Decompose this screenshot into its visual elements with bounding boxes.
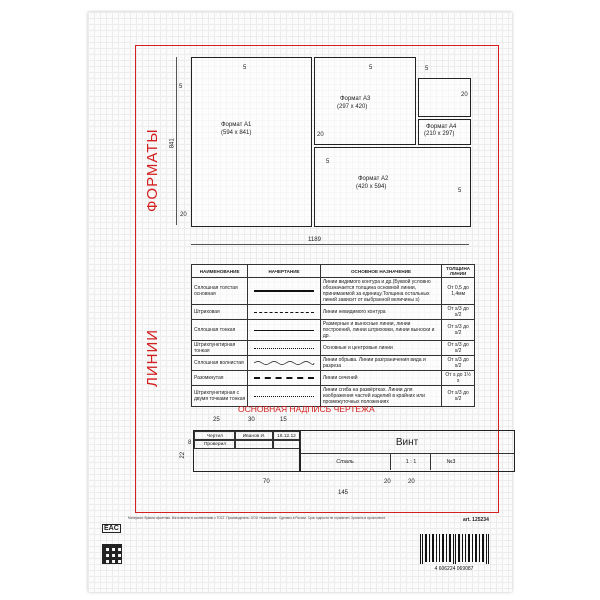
dim-5-a1-top: 5	[243, 65, 247, 71]
row-purpose: Линии обрыва. Линии разграничения вида и разреза	[320, 356, 441, 371]
lines-table	[191, 264, 475, 407]
format-a1-box	[191, 57, 312, 227]
dim-top-15: 15	[280, 417, 287, 423]
format-a1-size: (594 х 841)	[221, 130, 252, 136]
dim-5-a2: 5	[326, 159, 330, 165]
dim-5-a1: 5	[179, 84, 183, 90]
line-sample-dashed	[248, 305, 321, 320]
row-thickness: От s/3 до s/2	[442, 320, 475, 341]
dim-top-25: 25	[213, 417, 220, 423]
dim-20-a4: 20	[461, 92, 468, 98]
header-sample: НАЧЕРТАНИЕ	[248, 265, 321, 278]
format-a2-label: Формат А2	[358, 176, 389, 182]
dim-right-20b: 20	[408, 479, 415, 485]
dim-20-a1: 20	[180, 212, 187, 218]
table-row	[192, 371, 475, 386]
checked-label: Проверил	[194, 439, 236, 449]
dim-20-a3: 20	[317, 132, 324, 138]
drawing-title: Винт	[395, 436, 419, 448]
checker-cell	[234, 439, 274, 449]
line-sample-wavy	[248, 356, 321, 371]
row-name: Сплошная волнистая	[192, 356, 248, 371]
row-thickness: От s/3 до s/2	[442, 305, 475, 320]
row-name: Разомкнутая	[192, 371, 248, 386]
format-a1-label: Формат А1	[221, 122, 252, 128]
dim-line-1189	[191, 244, 469, 245]
line-sample-open	[248, 371, 321, 386]
row-thickness: От s/3 до s/2	[442, 386, 475, 407]
barcode-icon	[418, 532, 498, 572]
format-a2-box	[314, 147, 471, 227]
header-purpose: ОСНОВНОЕ НАЗНАЧЕНИЕ	[320, 265, 441, 278]
row-thickness: От s до 1½ s	[442, 371, 475, 386]
scale: 1 : 1	[390, 454, 431, 470]
title-block-heading: ОСНОВНАЯ НАДПИСЬ ЧЕРТЕЖА	[238, 404, 375, 414]
table-row	[192, 356, 475, 371]
row-thickness: От s/3 до s/2	[442, 341, 475, 356]
format-a4-size: (210 х 297)	[424, 131, 455, 137]
eac-mark: EAC	[104, 525, 119, 532]
dim-1189: 1189	[308, 237, 321, 243]
table-row	[192, 278, 475, 305]
row-purpose: Основные и центровые линии	[320, 341, 441, 356]
dim-bottom-145: 145	[338, 490, 349, 496]
dim-841: 841	[169, 138, 176, 149]
header-name: НАИМЕНОВАНИЕ	[192, 265, 248, 278]
format-a3-label: Формат А3	[340, 96, 371, 102]
dim-5-a3: 5	[369, 65, 373, 71]
drew-label: Чертил	[194, 431, 236, 441]
format-a4-label: Формат А4	[426, 124, 457, 130]
dim-top-30: 30	[248, 417, 255, 423]
dim-left-8: 8	[188, 440, 192, 446]
qr-code-icon	[102, 544, 122, 564]
line-sample-dashdot	[248, 341, 321, 356]
dim-right-20a: 20	[384, 479, 391, 485]
table-row	[192, 305, 475, 320]
formats-label: ФОРМАТЫ	[144, 128, 161, 212]
header-thickness: ТОЛЩИНА ЛИНИИ	[442, 265, 475, 278]
format-a3-size: (297 х 420)	[337, 104, 368, 110]
row-thickness: От 0,5 до 1,4мм	[442, 278, 475, 305]
row-purpose: Линии невидимого контура	[320, 305, 441, 320]
format-a2-size: (420 х 594)	[356, 184, 387, 190]
row-purpose: Линии видимого контура и др.(Буквой условно обозначается толщина основной линии, принимаемой за единицу.Толщина остальных линий зависит от выбранной величины s)	[320, 278, 441, 305]
row-purpose: Размерные и выносные линии, линии построений, линии штриховки, линии выноски и др.	[320, 320, 441, 341]
title-block	[193, 430, 515, 470]
row-name: Сплошная толстая основная	[192, 278, 248, 305]
barcode-number: 4 606224 069087	[434, 566, 474, 572]
lines-label: ЛИНИИ	[144, 328, 161, 387]
row-thickness: От s/3 до s/2	[442, 356, 475, 371]
author: Иванов И.	[234, 431, 274, 441]
dim-bottom-70: 70	[263, 479, 270, 485]
row-name: Штриховая	[192, 305, 248, 320]
article-number: art. 125234	[463, 517, 489, 523]
sheet-number: №3	[430, 454, 471, 470]
row-purpose: Линии сгиба на развёртках. Линии для изображения частей изделий в крайних или промежуточных положениях	[320, 386, 441, 407]
line-sample-solid-thin	[248, 320, 321, 341]
title-block-left	[193, 430, 301, 472]
title-block-right	[299, 430, 515, 472]
dim-5-a2-right: 5	[458, 188, 462, 194]
drawing-sheet	[88, 12, 512, 592]
dim-5-a4: 5	[425, 66, 429, 72]
dim-left-22: 22	[180, 451, 187, 459]
line-sample-solid-thick	[248, 278, 321, 305]
footer-text: Материал: бумага офсетная. Изготовлено в соответствии с ГОСТ. Производитель: ООО «Компания». Сделано в России. Срок годности не ограничен. Хранить в сухом месте.	[128, 516, 387, 520]
date: 16.12.12	[272, 431, 301, 441]
check-date-cell	[272, 439, 301, 449]
material: Сталь	[336, 459, 354, 465]
row-purpose: Линии сечений	[320, 371, 441, 386]
row-name: Сплошная тонкая	[192, 320, 248, 341]
table-row	[192, 320, 475, 341]
row-name: Штрихпунктирная тонкая	[192, 341, 248, 356]
table-row	[192, 341, 475, 356]
row-name: Штрихпунктирная с двумя точками тонкая	[192, 386, 248, 407]
